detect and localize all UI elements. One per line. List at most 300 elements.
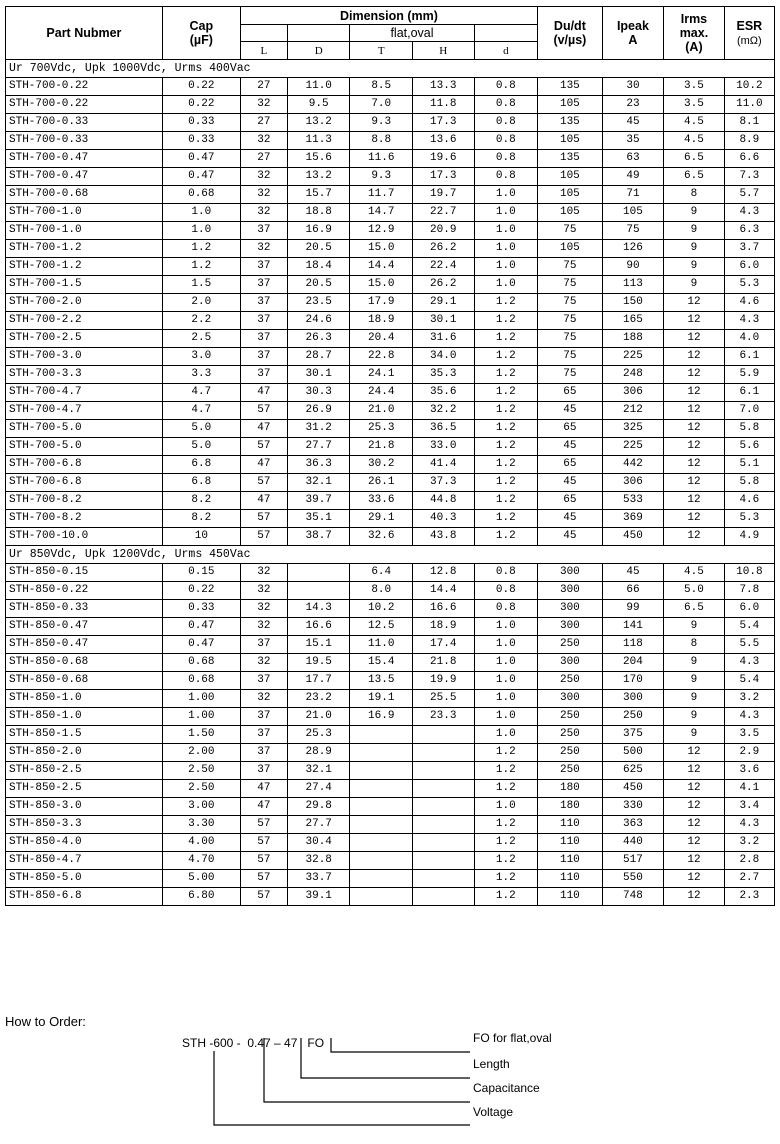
table-cell: 3.00 xyxy=(162,798,240,816)
table-cell: 63 xyxy=(602,150,664,168)
table-cell: 4.6 xyxy=(724,492,774,510)
table-cell: 1.2 xyxy=(474,420,538,438)
header-dudt-line1: Du/dt xyxy=(553,19,586,33)
header-part-number: Part Nubmer xyxy=(6,7,163,60)
table-cell: 748 xyxy=(602,888,664,906)
table-cell: 1.0 xyxy=(474,186,538,204)
table-cell: 17.7 xyxy=(287,672,350,690)
table-cell: 65 xyxy=(538,384,603,402)
table-cell: STH-850-0.47 xyxy=(6,636,163,654)
table-cell: 625 xyxy=(602,762,664,780)
table-cell: 29.1 xyxy=(350,510,413,528)
table-cell xyxy=(350,870,413,888)
table-cell: 32 xyxy=(240,186,287,204)
table-cell: 23.2 xyxy=(287,690,350,708)
table-cell: 3.7 xyxy=(724,240,774,258)
table-cell: 0.47 xyxy=(162,150,240,168)
table-cell: 4.5 xyxy=(664,132,724,150)
table-cell: 21.0 xyxy=(287,708,350,726)
table-cell: STH-700-5.0 xyxy=(6,420,163,438)
table-cell: 5.7 xyxy=(724,186,774,204)
header-cap-line2: (µF) xyxy=(189,33,213,47)
table-cell: STH-850-6.8 xyxy=(6,888,163,906)
table-cell xyxy=(350,780,413,798)
table-cell: 5.6 xyxy=(724,438,774,456)
table-cell: 23.3 xyxy=(413,708,475,726)
table-cell: STH-700-3.3 xyxy=(6,366,163,384)
table-cell: 2.0 xyxy=(162,294,240,312)
table-cell: 26.9 xyxy=(287,402,350,420)
table-cell: 5.1 xyxy=(724,456,774,474)
table-cell: STH-700-6.8 xyxy=(6,474,163,492)
table-cell: 110 xyxy=(538,834,603,852)
table-cell: 5.0 xyxy=(162,438,240,456)
table-cell: 6.0 xyxy=(724,600,774,618)
table-cell: 18.8 xyxy=(287,204,350,222)
table-cell: 170 xyxy=(602,672,664,690)
table-cell: 3.2 xyxy=(724,834,774,852)
table-cell: 300 xyxy=(538,582,603,600)
table-cell: 19.9 xyxy=(413,672,475,690)
table-cell: STH-700-4.7 xyxy=(6,402,163,420)
table-cell: 3.2 xyxy=(724,690,774,708)
table-cell: 19.5 xyxy=(287,654,350,672)
table-cell: 12 xyxy=(664,834,724,852)
table-row xyxy=(6,438,775,456)
table-cell: 300 xyxy=(538,600,603,618)
header-cap xyxy=(162,7,240,60)
table-cell: 33.6 xyxy=(350,492,413,510)
table-row xyxy=(6,528,775,546)
header-esr-line2: (mΩ) xyxy=(736,34,762,47)
table-cell: 3.0 xyxy=(162,348,240,366)
table-cell: 37 xyxy=(240,744,287,762)
table-cell: STH-700-0.22 xyxy=(6,96,163,114)
table-cell: 45 xyxy=(538,510,603,528)
table-row xyxy=(6,888,775,906)
table-cell: 5.0 xyxy=(664,582,724,600)
table-row xyxy=(6,474,775,492)
table-cell: 75 xyxy=(538,348,603,366)
table-cell: 37 xyxy=(240,222,287,240)
header-D: D xyxy=(287,42,350,60)
table-body xyxy=(6,60,775,906)
table-cell: STH-850-1.0 xyxy=(6,708,163,726)
table-cell: 5.4 xyxy=(724,618,774,636)
table-cell: 250 xyxy=(538,762,603,780)
table-cell: 26.1 xyxy=(350,474,413,492)
table-cell: 0.8 xyxy=(474,564,538,582)
table-cell: 21.8 xyxy=(350,438,413,456)
table-cell: 250 xyxy=(538,636,603,654)
table-cell: 4.7 xyxy=(162,402,240,420)
table-cell: 7.0 xyxy=(350,96,413,114)
table-cell: 57 xyxy=(240,438,287,456)
table-row xyxy=(6,618,775,636)
table-cell: 0.8 xyxy=(474,600,538,618)
table-cell: 12 xyxy=(664,474,724,492)
table-cell xyxy=(350,816,413,834)
table-cell: 12 xyxy=(664,402,724,420)
table-cell xyxy=(287,582,350,600)
table-cell: 37 xyxy=(240,708,287,726)
table-cell: 57 xyxy=(240,870,287,888)
table-cell: STH-700-0.33 xyxy=(6,132,163,150)
table-cell: 1.2 xyxy=(474,438,538,456)
header-esr xyxy=(724,7,774,60)
table-cell: STH-700-2.2 xyxy=(6,312,163,330)
table-row xyxy=(6,600,775,618)
table-cell: 1.2 xyxy=(474,474,538,492)
table-cell: 0.8 xyxy=(474,114,538,132)
table-cell: 21.8 xyxy=(413,654,475,672)
table-cell: 0.33 xyxy=(162,132,240,150)
table-cell: STH-850-1.5 xyxy=(6,726,163,744)
table-cell: 369 xyxy=(602,510,664,528)
table-cell: 250 xyxy=(602,708,664,726)
table-cell: 1.2 xyxy=(474,816,538,834)
table-cell: 248 xyxy=(602,366,664,384)
table-cell: 9.3 xyxy=(350,168,413,186)
table-cell: 32 xyxy=(240,96,287,114)
table-cell: 26.2 xyxy=(413,240,475,258)
table-cell: 4.0 xyxy=(724,330,774,348)
table-cell: STH-850-1.0 xyxy=(6,690,163,708)
table-cell: 44.8 xyxy=(413,492,475,510)
table-cell: 45 xyxy=(602,114,664,132)
table-cell: 47 xyxy=(240,384,287,402)
table-cell: 30.3 xyxy=(287,384,350,402)
table-cell: 37 xyxy=(240,294,287,312)
table-cell: 9 xyxy=(664,258,724,276)
table-cell: 250 xyxy=(538,726,603,744)
table-cell: 15.0 xyxy=(350,240,413,258)
table-cell xyxy=(413,744,475,762)
table-row xyxy=(6,420,775,438)
table-cell: 37 xyxy=(240,258,287,276)
table-cell: 0.68 xyxy=(162,654,240,672)
table-row xyxy=(6,654,775,672)
table-cell: 12 xyxy=(664,780,724,798)
table-cell: 0.8 xyxy=(474,96,538,114)
table-cell: 11.3 xyxy=(287,132,350,150)
table-cell: 37 xyxy=(240,348,287,366)
table-cell: STH-700-0.33 xyxy=(6,114,163,132)
table-cell: 12 xyxy=(664,888,724,906)
table-cell: 0.47 xyxy=(162,618,240,636)
table-cell xyxy=(413,762,475,780)
table-cell: 25.3 xyxy=(287,726,350,744)
table-cell: 26.2 xyxy=(413,276,475,294)
table-row xyxy=(6,78,775,96)
table-cell: 43.8 xyxy=(413,528,475,546)
table-cell: 32 xyxy=(240,618,287,636)
table-row xyxy=(6,114,775,132)
table-cell: 4.7 xyxy=(162,384,240,402)
table-row xyxy=(6,492,775,510)
table-cell: 5.0 xyxy=(162,420,240,438)
table-cell: 23 xyxy=(602,96,664,114)
table-cell: 225 xyxy=(602,438,664,456)
table-cell: 75 xyxy=(602,222,664,240)
header-dimension: Dimension (mm) xyxy=(240,7,537,25)
table-cell: STH-850-0.68 xyxy=(6,654,163,672)
table-cell: STH-850-0.33 xyxy=(6,600,163,618)
table-cell: 37 xyxy=(240,636,287,654)
table-row xyxy=(6,690,775,708)
table-cell: 10 xyxy=(162,528,240,546)
table-cell: 5.8 xyxy=(724,474,774,492)
order-label-fo: FO for flat,oval xyxy=(473,1031,552,1045)
table-cell: 37 xyxy=(240,276,287,294)
table-cell: 23.5 xyxy=(287,294,350,312)
table-cell: 150 xyxy=(602,294,664,312)
table-cell: 39.7 xyxy=(287,492,350,510)
table-cell: 9 xyxy=(664,276,724,294)
table-cell: 33.7 xyxy=(287,870,350,888)
table-cell: 8.5 xyxy=(350,78,413,96)
table-row xyxy=(6,276,775,294)
table-cell: 32.6 xyxy=(350,528,413,546)
table-cell: 0.47 xyxy=(162,636,240,654)
table-cell: 105 xyxy=(602,204,664,222)
table-cell: 40.3 xyxy=(413,510,475,528)
table-cell: 9 xyxy=(664,618,724,636)
table-row xyxy=(6,762,775,780)
table-cell: 75 xyxy=(538,222,603,240)
header-ipeak xyxy=(602,7,664,60)
table-cell xyxy=(350,762,413,780)
table-cell: 1.2 xyxy=(474,870,538,888)
table-cell: STH-700-2.5 xyxy=(6,330,163,348)
header-irms-line2: max. xyxy=(679,26,709,40)
table-cell: 8.0 xyxy=(350,582,413,600)
table-cell: 29.1 xyxy=(413,294,475,312)
table-cell: 1.2 xyxy=(474,888,538,906)
table-cell: 27.4 xyxy=(287,780,350,798)
table-cell: 13.2 xyxy=(287,114,350,132)
table-cell: 65 xyxy=(538,492,603,510)
table-cell: 57 xyxy=(240,402,287,420)
table-cell: STH-700-4.7 xyxy=(6,384,163,402)
table-cell: 12 xyxy=(664,330,724,348)
table-cell: 1.5 xyxy=(162,276,240,294)
table-cell: 12 xyxy=(664,852,724,870)
table-cell: 47 xyxy=(240,420,287,438)
table-cell: 2.3 xyxy=(724,888,774,906)
table-cell: 12 xyxy=(664,366,724,384)
table-cell: 9 xyxy=(664,654,724,672)
table-cell: 105 xyxy=(538,132,603,150)
order-title: How to Order: xyxy=(5,1014,86,1029)
table-cell: 300 xyxy=(538,690,603,708)
table-cell: 325 xyxy=(602,420,664,438)
table-cell: 57 xyxy=(240,834,287,852)
table-row xyxy=(6,780,775,798)
table-cell: 105 xyxy=(538,240,603,258)
table-cell: 126 xyxy=(602,240,664,258)
table-cell xyxy=(413,852,475,870)
table-cell xyxy=(413,726,475,744)
table-cell: 49 xyxy=(602,168,664,186)
table-row xyxy=(6,816,775,834)
table-cell: 20.5 xyxy=(287,276,350,294)
table-row xyxy=(6,564,775,582)
table-cell: 30.4 xyxy=(287,834,350,852)
table-cell: 16.6 xyxy=(413,600,475,618)
table-cell: 37 xyxy=(240,726,287,744)
table-cell: 250 xyxy=(538,708,603,726)
table-cell: 75 xyxy=(538,330,603,348)
table-cell: 306 xyxy=(602,474,664,492)
table-cell: 13.6 xyxy=(413,132,475,150)
table-cell: 7.0 xyxy=(724,402,774,420)
table-cell: 47 xyxy=(240,456,287,474)
table-cell: 1.2 xyxy=(474,834,538,852)
table-cell: 12 xyxy=(664,456,724,474)
header-blank-2 xyxy=(287,25,350,42)
table-cell: 19.7 xyxy=(413,186,475,204)
table-cell: 28.9 xyxy=(287,744,350,762)
table-cell: 2.7 xyxy=(724,870,774,888)
table-cell: 1.0 xyxy=(474,690,538,708)
table-cell: 32.2 xyxy=(413,402,475,420)
table-cell: 0.47 xyxy=(162,168,240,186)
table-cell: 1.00 xyxy=(162,708,240,726)
header-L: L xyxy=(240,42,287,60)
table-cell: 1.2 xyxy=(474,510,538,528)
table-cell: 90 xyxy=(602,258,664,276)
table-cell: 6.80 xyxy=(162,888,240,906)
table-cell: 75 xyxy=(538,294,603,312)
table-cell: 8.2 xyxy=(162,492,240,510)
table-cell: 12.5 xyxy=(350,618,413,636)
table-cell: 3.30 xyxy=(162,816,240,834)
table-cell: 4.3 xyxy=(724,654,774,672)
table-cell: 57 xyxy=(240,888,287,906)
table-cell: 30.1 xyxy=(413,312,475,330)
table-cell: 6.8 xyxy=(162,456,240,474)
table-cell: 12 xyxy=(664,798,724,816)
table-row xyxy=(6,726,775,744)
table-cell: 32 xyxy=(240,204,287,222)
table-cell: 9 xyxy=(664,726,724,744)
table-cell: 450 xyxy=(602,780,664,798)
table-cell: 105 xyxy=(538,204,603,222)
table-cell: 4.3 xyxy=(724,312,774,330)
table-cell: STH-700-8.2 xyxy=(6,492,163,510)
table-cell: 1.0 xyxy=(474,276,538,294)
table-cell: 1.2 xyxy=(474,348,538,366)
table-cell: STH-700-0.68 xyxy=(6,186,163,204)
table-cell: 24.6 xyxy=(287,312,350,330)
table-cell: 4.3 xyxy=(724,816,774,834)
table-cell: 550 xyxy=(602,870,664,888)
table-cell: STH-700-3.0 xyxy=(6,348,163,366)
table-cell: 3.5 xyxy=(664,78,724,96)
table-cell: 45 xyxy=(538,438,603,456)
table-cell: 300 xyxy=(602,690,664,708)
table-cell: 204 xyxy=(602,654,664,672)
table-cell: 141 xyxy=(602,618,664,636)
table-row xyxy=(6,798,775,816)
table-cell: 440 xyxy=(602,834,664,852)
order-diagram-lines xyxy=(0,1014,780,1144)
table-cell: 1.2 xyxy=(474,492,538,510)
table-cell: 20.9 xyxy=(413,222,475,240)
table-cell: 1.0 xyxy=(474,654,538,672)
table-cell: 35.3 xyxy=(413,366,475,384)
table-cell: 14.3 xyxy=(287,600,350,618)
table-cell: 1.2 xyxy=(474,456,538,474)
table-cell: 180 xyxy=(538,780,603,798)
table-cell: 135 xyxy=(538,114,603,132)
table-cell: 75 xyxy=(538,366,603,384)
table-cell: 12 xyxy=(664,762,724,780)
table-cell xyxy=(287,564,350,582)
header-irms-line3: (A) xyxy=(685,40,703,54)
table-cell: 71 xyxy=(602,186,664,204)
table-cell: STH-850-0.15 xyxy=(6,564,163,582)
table-cell: 9.5 xyxy=(287,96,350,114)
table-cell: 1.0 xyxy=(474,240,538,258)
table-row xyxy=(6,366,775,384)
leader-line-fo xyxy=(331,1038,470,1052)
header-blank-1 xyxy=(240,25,287,42)
table-cell: 5.4 xyxy=(724,672,774,690)
table-cell: 110 xyxy=(538,888,603,906)
table-cell: 5.3 xyxy=(724,276,774,294)
table-cell: 6.6 xyxy=(724,150,774,168)
table-cell: 15.4 xyxy=(350,654,413,672)
order-label-voltage: Voltage xyxy=(473,1105,514,1119)
table-cell: 8.1 xyxy=(724,114,774,132)
header-cap-line1: Cap xyxy=(189,19,214,33)
table-cell: 118 xyxy=(602,636,664,654)
section-row xyxy=(6,60,775,78)
table-cell: 12 xyxy=(664,348,724,366)
table-row xyxy=(6,168,775,186)
table-cell xyxy=(350,834,413,852)
header-blank-3 xyxy=(474,25,538,42)
table-cell: 31.2 xyxy=(287,420,350,438)
table-cell: 45 xyxy=(538,402,603,420)
table-cell: 45 xyxy=(538,474,603,492)
table-cell: STH-850-2.5 xyxy=(6,762,163,780)
table-cell: 12 xyxy=(664,528,724,546)
table-cell: 105 xyxy=(538,186,603,204)
table-cell: 32.1 xyxy=(287,474,350,492)
table-cell: 16.9 xyxy=(350,708,413,726)
table-cell: 66 xyxy=(602,582,664,600)
table-cell: 1.2 xyxy=(474,780,538,798)
section-title: Ur 700Vdc, Upk 1000Vdc, Urms 400Vac xyxy=(6,60,775,78)
table-cell: 15.7 xyxy=(287,186,350,204)
table-cell: 533 xyxy=(602,492,664,510)
table-cell: 30 xyxy=(602,78,664,96)
table-cell: 11.6 xyxy=(350,150,413,168)
table-cell: 9 xyxy=(664,204,724,222)
table-cell: 32 xyxy=(240,240,287,258)
table-cell: 110 xyxy=(538,816,603,834)
table-cell: 2.9 xyxy=(724,744,774,762)
table-cell: 1.0 xyxy=(162,222,240,240)
table-cell: 5.5 xyxy=(724,636,774,654)
table-cell: 12 xyxy=(664,384,724,402)
table-cell: 35 xyxy=(602,132,664,150)
table-cell: STH-700-5.0 xyxy=(6,438,163,456)
table-cell: 3.5 xyxy=(664,96,724,114)
